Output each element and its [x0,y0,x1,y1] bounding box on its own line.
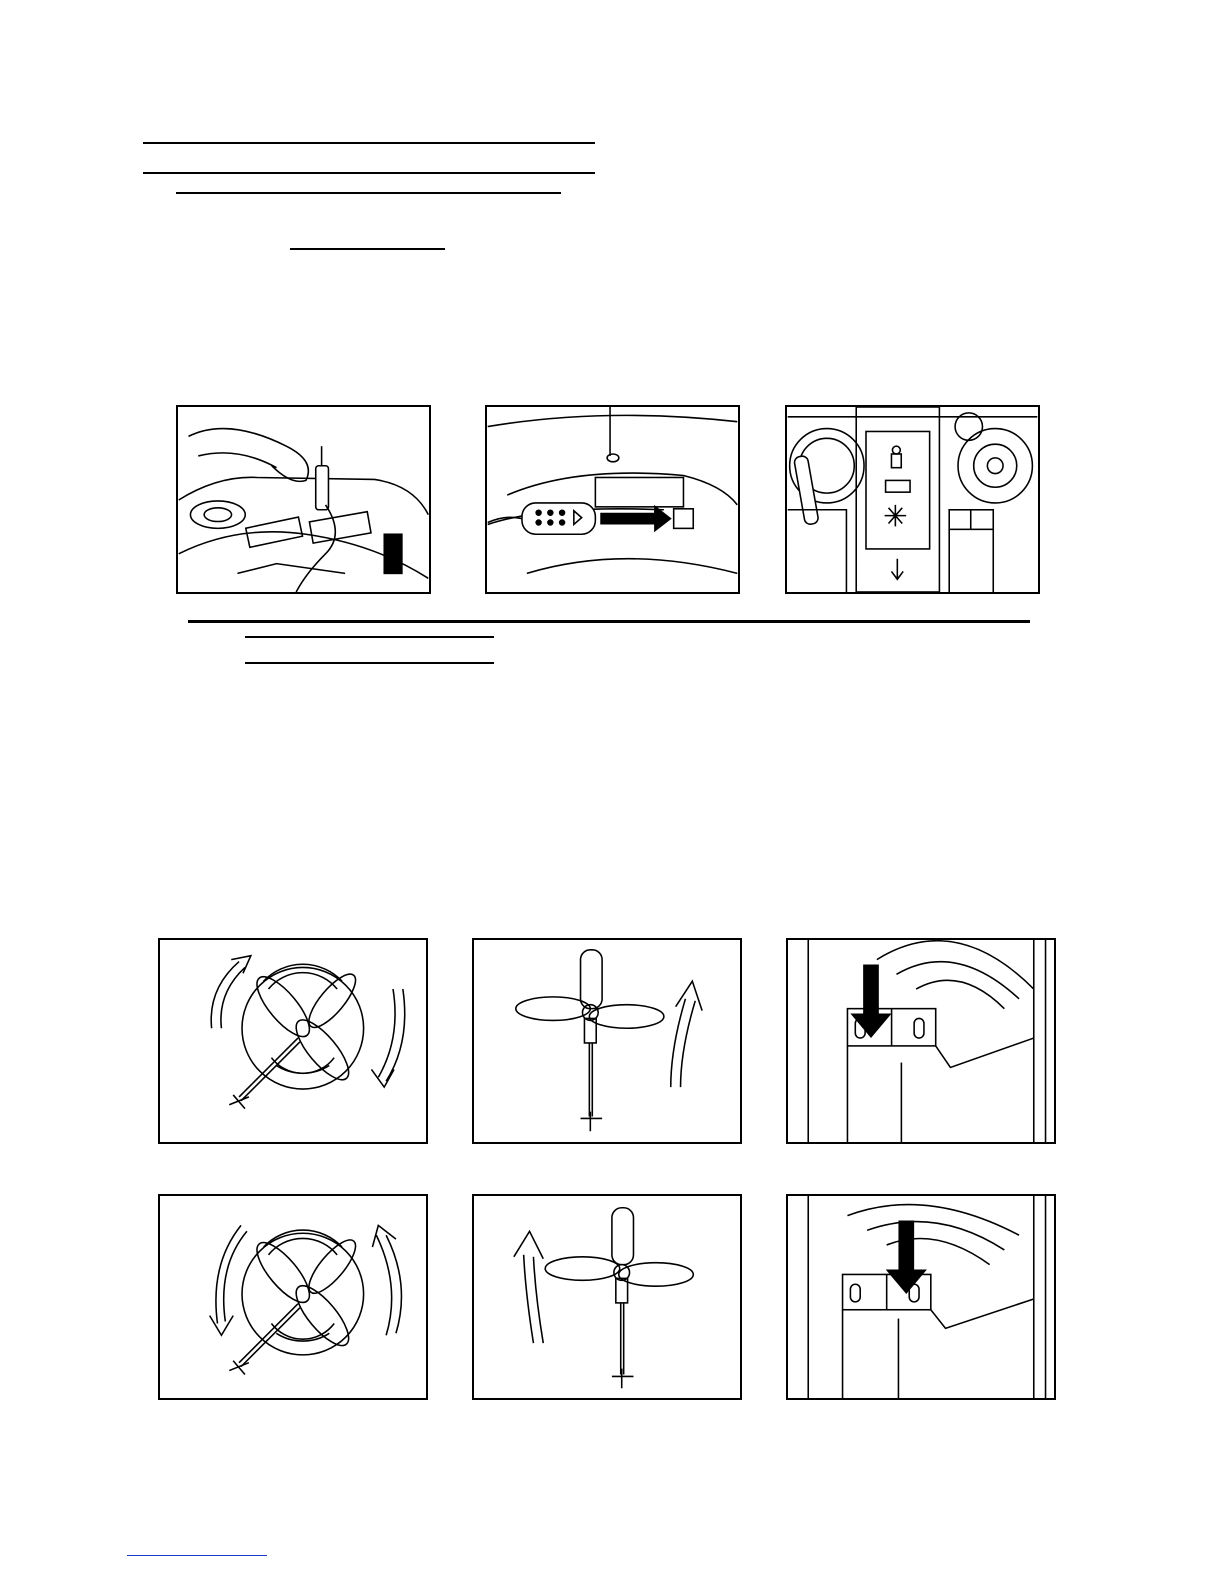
trim-button-right-press-icon [788,1196,1054,1398]
transmitter-trim-panel-icon [787,407,1038,592]
heading-rule-4 [290,248,445,250]
helicopter-rotate-left-icon [160,940,426,1142]
footer-link-underline [127,1555,267,1556]
heading-rule-3 [176,192,561,194]
figure-transmitter-cable [176,405,431,594]
figure-rotate-right [158,1194,428,1400]
subheading-rule-1 [245,636,494,638]
helicopter-rotate-right-icon [160,1196,426,1398]
heading-rule-1 [143,142,595,144]
helicopter-side-arrow-up-icon [474,940,740,1142]
helicopter-side-arrow-up-icon [474,1196,740,1398]
figure-side-up-1 [472,938,742,1144]
helicopter-charging-plug-icon [487,407,738,592]
trim-button-left-press-icon [788,940,1054,1142]
heading-rule-2 [143,172,595,174]
section-divider [188,620,1030,623]
transmitter-charging-cable-icon [178,407,429,592]
figure-helicopter-plug [485,405,740,594]
figure-rotate-left [158,938,428,1144]
figure-trim-right [786,1194,1056,1400]
figure-trim-left [786,938,1056,1144]
figure-trim-panel [785,405,1040,594]
subheading-rule-2 [245,662,494,664]
figure-side-up-2 [472,1194,742,1400]
